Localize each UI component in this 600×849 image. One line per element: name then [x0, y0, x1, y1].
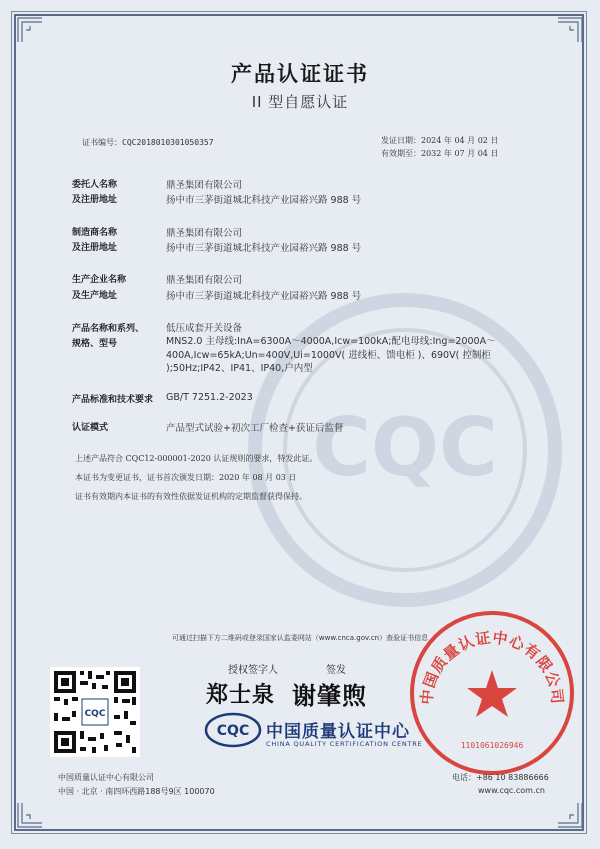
client-label: 委托人名称 — [72, 180, 118, 190]
corner-ornament-icon — [16, 801, 44, 829]
organization-name-cn: 中国质量认证中心 — [266, 722, 410, 742]
standard-label: 产品标准和技术要求 — [72, 395, 154, 405]
official-seal-icon — [407, 608, 577, 778]
corner-ornament-icon — [556, 16, 584, 44]
product-spec: MNS2.0 主母线:InA=6300A～4000A,Icw=100kA;配电母线:Ing=2000A～400A,Icw=65kA;Un=400V,Ui=1000V( 进线柜、馈电柜 )、690V( 控制柜 );50Hz;IP42、IP41、IP40,户内型 — [166, 336, 496, 374]
client-name: 鼎圣集团有限公司 — [166, 180, 243, 191]
organization-name-en: CHINA QUALITY CERTIFICATION CENTRE — [266, 740, 423, 748]
client-address-label: 及注册地址 — [72, 195, 118, 205]
corner-ornament-icon — [16, 16, 44, 44]
footer-address: 中国 · 北京 · 南四环西路188号9区 100070 — [58, 787, 215, 796]
seal-number: 1101061026946 — [460, 741, 524, 750]
qr-logo-text: CQC — [84, 709, 106, 719]
factory-label: 生产企业名称 — [72, 275, 127, 285]
certificate-dates: 发证日期：2024 年 04 月 02 日 有效期至：2032 年 07 月 04 日 — [381, 136, 499, 158]
product-spec-label: 规格、型号 — [72, 339, 118, 349]
footer-company: 中国质量认证中心有限公司 — [58, 773, 154, 782]
cqc-logo-text: CQC — [216, 723, 250, 739]
issuer-label: 签发 — [326, 665, 346, 676]
client-address: 扬中市三茅街道城北科技产业园裕兴路 988 号 — [166, 195, 362, 206]
factory-name: 鼎圣集团有限公司 — [166, 275, 243, 286]
mode-label: 认证模式 — [72, 423, 109, 433]
factory-address: 扬中市三茅街道城北科技产业园裕兴路 988 号 — [166, 291, 362, 302]
mode-value: 产品型式试验+初次工厂检查+获证后监督 — [166, 423, 344, 434]
product-name: 低压成套开关设备 — [166, 323, 243, 334]
seal-text: 中国质量认证中心有限公司 — [417, 628, 567, 706]
footer-website[interactable]: www.cqc.com.cn — [478, 786, 545, 795]
signature-two: 谢肇煦 — [292, 681, 367, 710]
authorized-signer-label: 授权签字人 — [228, 665, 278, 676]
corner-ornament-icon — [556, 801, 584, 829]
factory-address-label: 及生产地址 — [72, 291, 118, 301]
product-label: 产品名称和系列、 — [72, 324, 145, 334]
page-title: 产品认证证书 — [231, 62, 369, 86]
standard-value: GB/T 7251.2-2023 — [166, 392, 253, 403]
note-line: 本证书为变更证书，证书首次颁发日期：2020 年 08 月 03 日 — [75, 473, 297, 482]
note-line: 上述产品符合 CQC12-000001-2020 认证规则的要求，特发此证。 — [75, 454, 318, 463]
maker-address-label: 及注册地址 — [72, 243, 118, 253]
verify-text: 可通过扫描下方二维码或登录国家认监委网站（www.cnca.gov.cn）查验证书信息 — [171, 634, 429, 642]
page-subtitle: II 型自愿认证 — [251, 93, 349, 111]
svg-text:CQC: CQC — [312, 401, 498, 494]
cqc-watermark-icon — [210, 270, 600, 630]
signature-one: 郑士泉 — [206, 682, 276, 708]
maker-label: 制造商名称 — [72, 228, 118, 238]
note-line: 证书有效期内本证书的有效性依据发证机构的定期监督获得保持。 — [75, 492, 307, 501]
certificate-number: 证书编号：CQC2018010301050357 — [82, 138, 214, 147]
maker-address: 扬中市三茅街道城北科技产业园裕兴路 988 号 — [166, 243, 362, 254]
footer-phone: 电话：+86 10 83886666 — [452, 773, 549, 782]
qr-code[interactable] — [50, 667, 140, 757]
cqc-logo — [204, 712, 262, 748]
maker-name: 鼎圣集团有限公司 — [166, 228, 243, 239]
